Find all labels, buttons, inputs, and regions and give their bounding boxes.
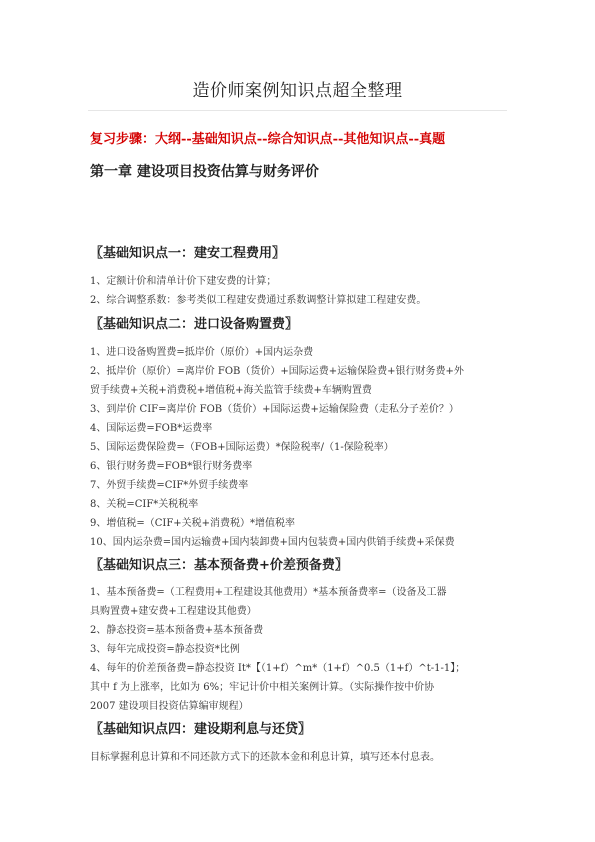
chapter-heading: 第一章 建设项目投资估算与财务评价 [90,164,319,180]
body-line: 1、定额计价和清单计价下建安费的计算； [90,276,277,287]
body-line: 6、银行财务费=FOB*银行财务费率 [90,461,253,472]
body-line: 2、静态投资=基本预备费+基本预备费 [90,625,264,636]
review-steps: 复习步骤：大纲--基础知识点--综合知识点--其他知识点--真题 [90,132,446,147]
body-line: 贸手续费+关税+消费税+增值税+海关监管手续费+车辆购置费 [90,385,372,396]
body-line: 目标掌握利息计算和不同还款方式下的还款本金和利息计算，填写还本付息表。 [90,752,440,763]
body-line: 其中 f 为上涨率，比如为 6%；牢记计价中相关案例计算。（实际操作按中价协 [90,682,435,693]
body-line: 9、增值税=（CIF+关税+消费税）*增值税率 [90,518,296,529]
body-line: 7、外贸手续费=CIF*外贸手续费率 [90,480,249,491]
body-line: 1、基本预备费=（工程费用+工程建设其他费用）*基本预备费率=（设备及工器 [90,587,447,598]
body-line: 10、国内运杂费=国内运输费+国内装卸费+国内包装费+国内供销手续费+采保费 [90,537,455,548]
body-line: 具购置费+建安费+工程建设其他费） [90,606,257,617]
body-line: 3、每年完成投资=静态投资*比例 [90,644,240,655]
document-title: 造价师案例知识点超全整理 [192,81,403,101]
section-heading: 〖基础知识点四：建设期利息与还贷〗 [90,722,312,737]
body-line: 2007 建设项目投资估算编审规程） [90,701,249,712]
section-heading: 〖基础知识点三：基本预备费+价差预备费〗 [90,558,348,573]
body-line: 2、抵岸价（原价）=离岸价 FOB（货价）+国际运费+运输保险费+银行财务费+外 [90,366,464,377]
body-line: 2、综合调整系数：参考类似工程建安费通过系数调整计算拟建工程建安费。 [90,295,427,306]
body-line: 1、进口设备购置费=抵岸价（原价）+国内运杂费 [90,347,314,358]
body-line: 3、到岸价 CIF=离岸价 FOB（货价）+国际运费+运输保险费（走私分子差价？） [90,404,459,415]
body-line: 8、关税=CIF*关税税率 [90,499,199,510]
title-divider [88,110,507,111]
body-line: 5、国际运费保险费=（FOB+国际运费）*保险税率/（1-保险税率） [90,442,394,453]
body-line: 4、国际运费=FOB*运费率 [90,423,213,434]
body-line: 4、每年的价差预备费=静态投资 It*【（1+f）^m*（1+f）^0.5（1+f）^t-1-1】； [90,663,466,674]
section-heading: 〖基础知识点一：建安工程费用〗 [90,246,286,261]
section-heading: 〖基础知识点二：进口设备购置费〗 [90,317,299,332]
